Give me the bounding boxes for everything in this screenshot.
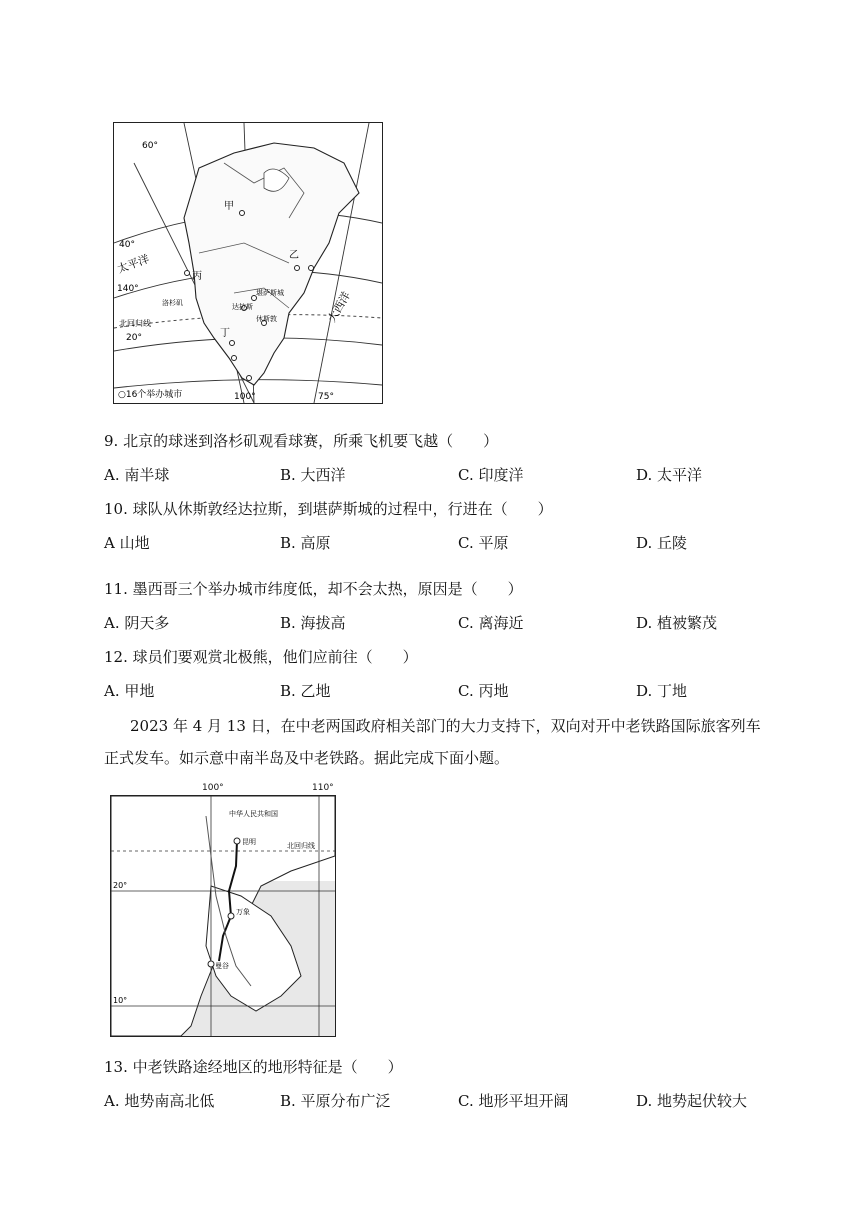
lon-100-label: 100° [234,392,256,402]
place-jia: 甲 [224,201,234,212]
q9-option-c: C. 印度洋 [458,466,524,484]
tropic-label-2: 北回归线 [287,842,315,850]
q10-option-a: A 山地 [104,534,150,552]
q11-option-d: D. 植被繁茂 [636,614,718,632]
lat-20-label: 20° [126,333,142,343]
place-bing: 丙 [192,271,202,282]
place-yi: 乙 [289,250,299,261]
place-ding: 丁 [220,328,230,339]
atlantic-label: 大西洋 [325,289,354,325]
map2-lat-10-label: 10° [113,996,128,1005]
city-la: 洛杉矶 [162,299,183,307]
city-vientiane: 万象 [236,908,250,916]
q13-option-b: B. 平原分布广泛 [280,1092,391,1110]
q10-option-b: B. 高原 [280,534,331,552]
q10-option-d: D. 丘陵 [636,534,688,552]
q13-option-c: C. 地形平坦开阔 [458,1092,569,1110]
lon-75-label: 75° [318,392,334,402]
q12-option-a: A. 甲地 [104,682,155,700]
q11-stem: 11. 墨西哥三个举办城市纬度低，却不会太热，原因是（ ） [104,580,523,598]
indochina-map-drawing [111,796,335,1036]
city-dallas: 达拉斯 [232,303,253,311]
indochina-map [110,795,336,1037]
q9-stem: 9. 北京的球迷到洛杉矶观看球赛，所乘飞机要飞越（ ） [104,432,499,450]
map2-top-lon-100: 100° [202,783,224,793]
q12-stem: 12. 球员们要观赏北极熊，他们应前往（ ） [104,648,418,666]
pacific-label: 太平洋 [115,252,152,276]
china-label: 中华人民共和国 [229,810,278,818]
map2-top-lon-110: 110° [312,783,334,793]
city-kansas: 堪萨斯城 [256,289,284,297]
q9-option-a: A. 南半球 [104,466,170,484]
north-america-map-drawing [114,123,382,403]
q12-option-d: D. 丁地 [636,682,688,700]
map2-lat-20-label: 20° [113,881,128,890]
q12-option-c: C. 丙地 [458,682,509,700]
q10-option-c: C. 平原 [458,534,509,552]
q11-option-a: A. 阴天多 [104,614,170,632]
q13-option-d: D. 地势起伏较大 [636,1092,748,1110]
city-houston: 休斯敦 [256,315,277,323]
q11-option-c: C. 离海近 [458,614,524,632]
north-america-map [113,122,383,404]
lat-60-label: 60° [142,141,158,151]
q12-option-b: B. 乙地 [280,682,331,700]
lat-40-label: 40° [119,240,135,250]
q9-option-d: D. 太平洋 [636,466,703,484]
intro-paragraph: 2023 年 4 月 13 日，在中老两国政府相关部门的大力支持下，双向对开中老铁路国际旅客列车正式发车。如示意中南半岛及中老铁路。据此完成下面小题。 [104,717,761,767]
lon-140-label: 140° [117,284,139,294]
q13-stem: 13. 中老铁路途经地区的地形特征是（ ） [104,1058,403,1076]
q9-option-b: B. 大西洋 [280,466,346,484]
q10-stem: 10. 球队从休斯敦经达拉斯，到堪萨斯城的过程中，行进在（ ） [104,500,553,518]
city-bangkok: 曼谷 [215,962,229,970]
map1-legend: ○16个举办城市 [118,390,183,400]
q13-option-a: A. 地势南高北低 [104,1092,215,1110]
tropic-label-1: 北回归线 [119,319,151,328]
city-kunming: 昆明 [242,838,256,846]
q11-option-b: B. 海拔高 [280,614,346,632]
